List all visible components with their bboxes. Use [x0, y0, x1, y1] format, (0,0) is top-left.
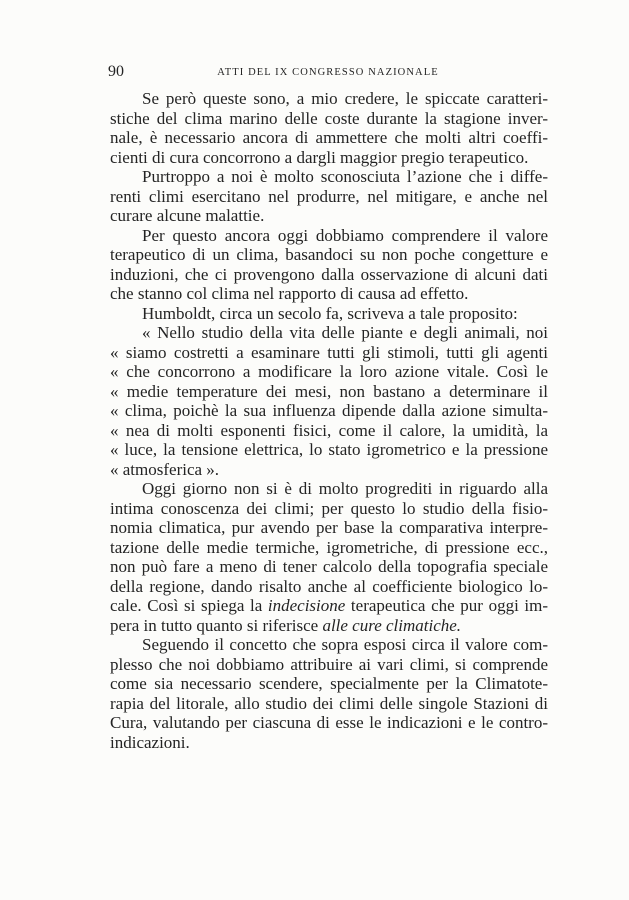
text-line: stiche del clima marino delle coste durante la stagione inver-: [110, 108, 548, 128]
text-line: terapeutico di un clima, basandoci su non poche congetture e: [110, 245, 548, 264]
paragraph: [110, 635, 548, 752]
text-line: nale, è necessario ancora di ammettere che molti altri coeffi-: [110, 128, 548, 147]
quote-line: « clima, poichè la sua influenza dipende dalla azione simulta-: [110, 401, 548, 420]
text-line: tazione delle medie termiche, igrometriche, di pressione ecc.,: [110, 537, 548, 557]
emphasis-text: alle cure climatiche.: [322, 615, 462, 635]
text-line: cienti di cura concorrono a dargli maggior pregio terapeutico.: [110, 147, 529, 167]
text-line: Purtroppo a noi è molto sconosciuta l’azione che i diffe-: [142, 167, 548, 186]
quote-line: « nea di molti esponenti fisici, come il calore, la umidità, la: [110, 420, 548, 440]
page-header: [108, 61, 548, 83]
paragraph: [110, 167, 548, 226]
text-line: intima conoscenza dei climi; per questo lo studio della fisio-: [110, 498, 548, 518]
paragraph: [110, 226, 548, 304]
body-text: [110, 89, 548, 752]
text-line: Oggi giorno non si è di molto progrediti in riguardo alla: [142, 479, 548, 498]
text-line: Se però queste sono, a mio credere, le spiccate caratteri-: [142, 89, 548, 108]
page-number: 90: [108, 63, 124, 80]
text-line: [110, 596, 548, 616]
running-title: ATTI DEL IX CONGRESSO NAZIONALE: [217, 67, 439, 78]
paragraph: [110, 89, 548, 167]
paragraph: [110, 479, 548, 635]
text-line: [110, 616, 548, 636]
text-line: plesso che noi dobbiamo attribuire ai vari climi, si comprende: [110, 654, 548, 674]
text-line: rapia del litorale, allo studio dei climi delle singole Stazioni di: [110, 693, 548, 713]
line-text: pera in tutto quanto si riferisce: [110, 615, 323, 635]
line-text: cale. Così si spiega la: [110, 596, 268, 615]
text-line: induzioni, che ci provengono dalla osservazione di alcuni dati: [110, 264, 548, 284]
quote-line: « siamo costretti a esaminare tutti gli stimoli, tutti gli agenti: [110, 342, 548, 362]
emphasis-text: indecisione: [267, 596, 346, 615]
quote-line: « medie temperature dei mesi, non bastano a determinare il: [110, 381, 548, 401]
quote-line: « che concorrono a modificare la loro azione vitale. Così le: [110, 362, 548, 381]
text-line: che stanno col clima nel rapporto di causa ad effetto.: [110, 284, 469, 303]
text-line: come sia necessario scendere, specialmente per la Climatote-: [110, 674, 548, 693]
quote-line: « Nello studio della vita delle piante e degli animali, noi: [142, 323, 548, 342]
text-line: curare alcune malattie.: [110, 206, 265, 225]
paragraph: [110, 304, 548, 324]
text-line: renti climi esercitano nel produrre, nel mitigare, e anche nel: [110, 186, 548, 206]
text-line: Humboldt, circa un secolo fa, scriveva a tale proposito:: [142, 303, 518, 323]
text-line: Cura, valutando per ciascuna di esse le indicazioni e le contro-: [110, 713, 548, 732]
line-text: terapeutica che pur oggi im-: [345, 596, 549, 615]
text-line: nomia climatica, pur avendo per base la comparativa interpre-: [110, 518, 548, 537]
text-line: della regione, dando risalto anche al coefficiente biologico lo-: [110, 576, 548, 596]
text-line: Per questo ancora oggi dobbiamo comprendere il valore: [142, 225, 548, 245]
quote-line: « atmosferica ».: [110, 459, 220, 479]
text-line: Seguendo il concetto che sopra esposi circa il valore com-: [142, 635, 548, 654]
quote-line: « luce, la tensione elettrica, lo stato igrometrico e la pressione: [110, 440, 548, 459]
text-line: indicazioni.: [110, 732, 190, 752]
text-line: non può fare a meno di tener calcolo della topografia speciale: [110, 557, 548, 576]
block-quote: [110, 323, 548, 479]
